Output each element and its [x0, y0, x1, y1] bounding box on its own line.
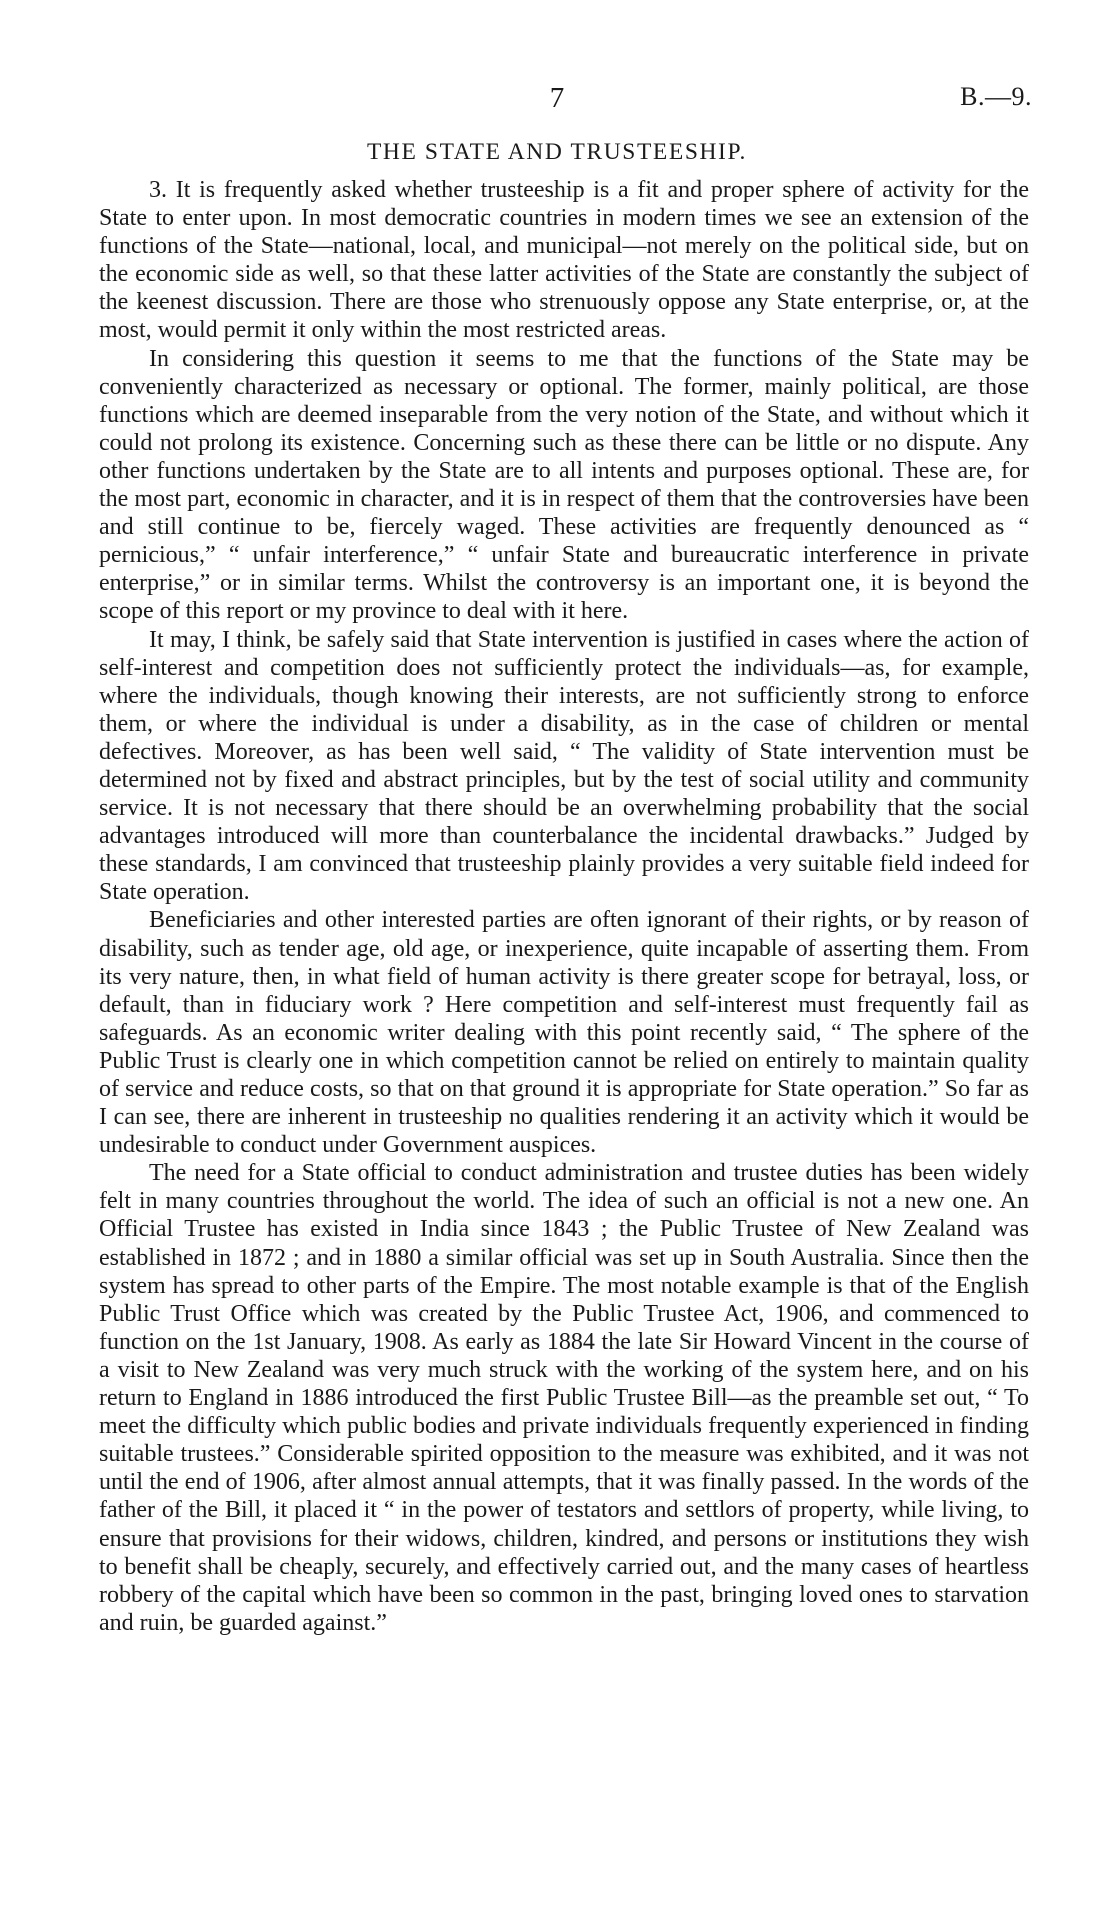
paragraph-state-functions: 3. It is frequently asked whether trusteeship is a fit and proper sphere of activity for the State to enter upon. In most democratic countries in modern times we see an extension of the functions of the State—national, local, and municipal—not merely on the political side, but on the economic side as well, so that these latter activities of the State are constantly the subject of the keenest discussion. There are those who strenuously oppose any State enterprise, or, at the most, would permit it only within the most restricted areas.	[99, 177, 1029, 344]
section-title: THE STATE AND TRUSTEESHIP.	[366, 139, 748, 165]
document-body	[99, 176, 1029, 1637]
paragraph-official-trustee-history: The need for a State official to conduct administration and trustee duties has been widely felt in many countries throughout the world. The idea of such an official is not a new one. An Official Trustee has existed in India since 1843 ; the Public Trustee of New Zealand was established in 1872 ; and in 1880 a similar official was set up in South Australia. Since then the system has spread to other parts of the Empire. The most notable example is that of the English Public Trust Office which was created by the Public Trustee Act, 1906, and commenced to function on the 1st January, 1908. As early as 1884 the late Sir Howard Vincent in the course of a visit to New Zealand was very much struck with the working of the system here, and on his return to England in 1886 introduced the first Public Trustee Bill—as the preamble set out, “ To meet the difficulty which public bodies and private individuals frequently experienced in finding suitable trustees.” Considerable spirited opposition to the measure was exhibited, and it was not until the end of 1906, after almost annual attempts, that it was finally passed. In the words of the father of the Bill, it placed it “ in the power of testators and settlors of property, while living, to ensure that provisions for their widows, children, kindred, and persons or institutions they wish to benefit shall be cheaply, securely, and effectively carried out, and the many cases of heartless robbery of the capital which have been so common in the past, bringing loved ones to starvation and ruin, be guarded against.”	[99, 1160, 1029, 1636]
page-number: 7	[549, 82, 565, 114]
paragraph-beneficiaries: Beneficiaries and other interested parties are often ignorant of their rights, or by reason of disability, such as tender age, old age, or inexperience, quite incapable of asserting them. From its very nature, then, in what field of human activity is there greater scope for betrayal, loss, or default, than in fiduciary work ? Here competition and self-interest must frequently fail as safeguards. As an economic writer dealing with this point recently said, “ The sphere of the Public Trust is clearly one in which competition cannot be relied on entirely to maintain quality of service and reduce costs, so that on that ground it is appropriate for State operation.” So far as I can see, there are inherent in trusteeship no qualities rendering it an activity which it would be undesirable to conduct under Government auspices.	[99, 907, 1029, 1159]
paragraph-state-intervention: It may, I think, be safely said that State intervention is justified in cases where the action of self-interest and competition does not sufficiently protect the individuals—as, for example, where the individuals, though knowing their interests, are not sufficiently strong to enforce them, or where the individual is under a disability, as in the case of children or mental defectives. Moreover, as has been well said, “ The validity of State intervention must be determined not by fixed and abstract principles, but by the test of social utility and community service. It is not necessary that there should be an overwhelming probability that the social advantages introduced will more than counterbalance the incidental drawbacks.” Judged by these standards, I am convinced that trusteeship plainly provides a very suitable field indeed for State operation.	[99, 626, 1029, 906]
document-reference: B.—9.	[960, 82, 1032, 111]
paragraph-necessary-optional: In considering this question it seems to me that the functions of the State may be conveniently characterized as necessary or optional. The former, mainly political, are those functions which are deemed inseparable from the very notion of the State, and without which it could not prolong its existence. Concerning such as these there can be little or no dispute. Any other functions undertaken by the State are to all intents and purposes optional. These are, for the most part, economic in character, and it is in respect of them that the controversies have been and still continue to be, fiercely waged. These activities are frequently denounced as “ pernicious,” “ unfair interference,” “ unfair State and bureaucratic interference in private enterprise,” or in similar terms. Whilst the controversy is an important one, it is beyond the scope of this report or my province to deal with it here.	[99, 345, 1029, 625]
